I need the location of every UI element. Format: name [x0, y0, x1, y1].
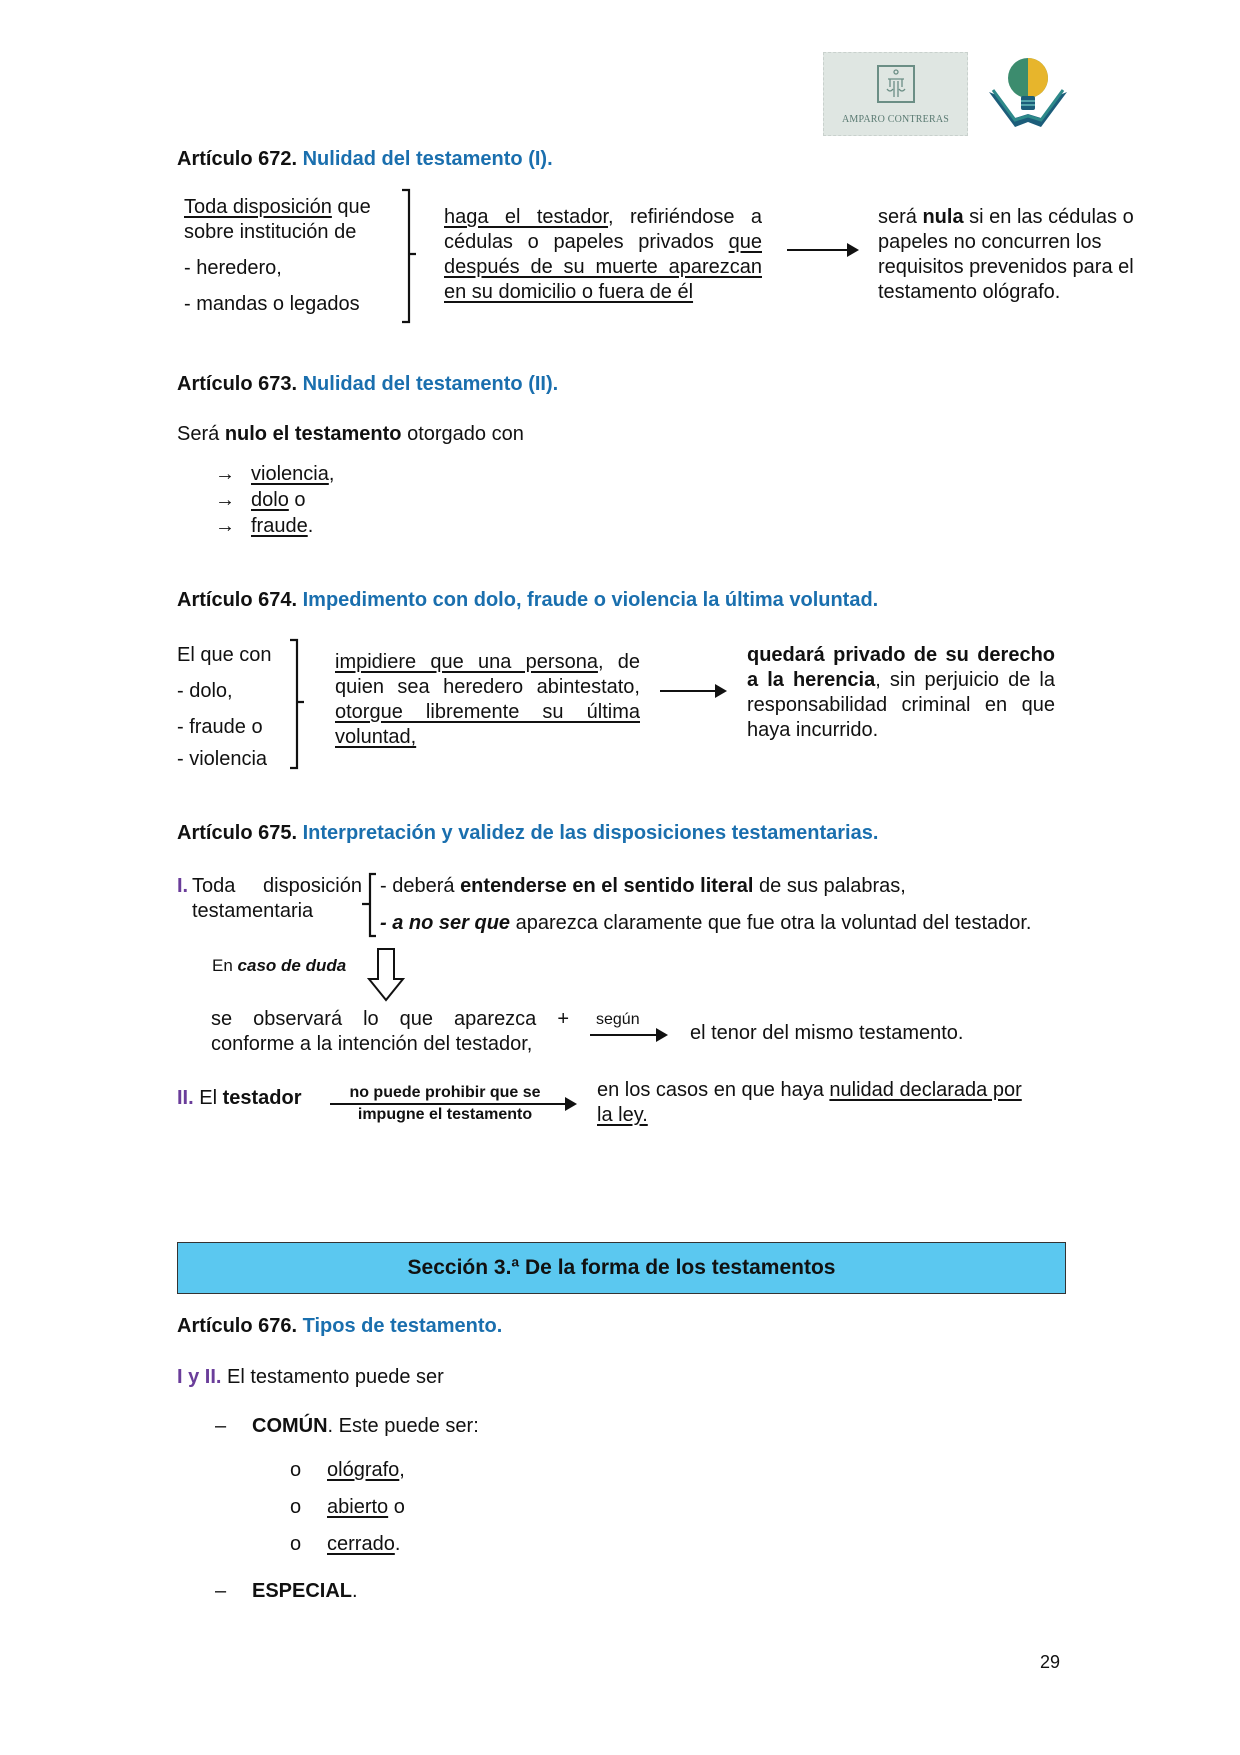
art673-intro: Será nulo el testamento otorgado con: [177, 423, 524, 445]
art674-right-block: quedará privado de su derecho a la herencia, sin perjuicio de la responsabilidad criminal en que haya incurrido.: [747, 644, 1055, 741]
art675-target: el tenor del mismo testamento.: [690, 1022, 964, 1044]
right-arrow-icon: [787, 249, 857, 251]
roman-numeral-label: II.: [177, 1087, 194, 1109]
right-arrow-icon: [660, 690, 725, 692]
right-arrow-icon: [590, 1034, 666, 1036]
article-676-heading: Artículo 676. Tipos de testamento.: [177, 1315, 503, 1337]
arrow-label-prohibit: no puede prohibir que se impugne el testamento: [349, 1084, 541, 1123]
dash-bullet: –: [215, 1415, 227, 1437]
arrow-icon: →: [215, 463, 235, 485]
roman-numeral-label: I y II.: [177, 1366, 222, 1388]
art674-left-block: El que con - dolo, - fraude o - violencia: [177, 644, 272, 770]
amparo-contreras-logo: [823, 52, 968, 136]
art672-middle-block: haga el testador, refiriéndose a cédulas o papeles privados que después de su muerte aparezcan en su domicilio o fuera de él: [444, 206, 762, 303]
list-item: → violencia,: [215, 463, 335, 485]
article-674-heading: Artículo 674. Impedimento con dolo, fraude o violencia la última voluntad.: [177, 589, 879, 611]
list-item-special: – ESPECIAL.: [215, 1580, 358, 1602]
art673-list: [215, 461, 334, 539]
art672-left-block: Toda disposición que sobre institución de - heredero, - mandas o legados: [184, 196, 371, 315]
list-item: → dolo o: [215, 489, 306, 511]
roman-numeral-label: I.: [177, 875, 189, 897]
list-item: o cerrado.: [290, 1526, 405, 1563]
art675-part2-target: en los casos en que haya nulidad declarada por la ley.: [597, 1079, 1022, 1126]
art675-part2-subject: II. El testador: [177, 1087, 302, 1109]
art675-result: se observará lo que aparezca + conforme a la intención del testador,: [211, 1008, 569, 1055]
list-item: o ológrafo,: [290, 1452, 405, 1489]
section-title: Sección 3.ª De la forma de los testamentos: [407, 1256, 836, 1279]
arrow-label-segun: según: [596, 1011, 640, 1028]
arrow-icon: →: [215, 489, 235, 511]
doubt-label: En caso de duda: [212, 956, 347, 975]
art675-branch2: - a no ser que aparezca claramente que fue otra la voluntad del testador.: [380, 912, 1032, 934]
circle-bullet: o: [290, 1459, 302, 1481]
right-brace-icon: [400, 188, 422, 324]
right-arrow-icon: [330, 1103, 575, 1105]
circle-bullet: o: [290, 1533, 302, 1555]
art674-middle-block: impidiere que una persona, de quien sea heredero abintestato, otorgue libremente su última voluntad,: [335, 651, 640, 748]
list-item: o abierto o: [290, 1489, 405, 1526]
circle-bullet: o: [290, 1496, 302, 1518]
logo-text: AMPARO CONTRERAS: [841, 114, 950, 125]
art672-right-block: será nula si en las cédulas o papeles no concurren los requisitos prevenidos para el testamento ológrafo.: [878, 206, 1134, 303]
art675-part1-subject: [177, 874, 188, 899]
section-banner: [177, 1242, 1066, 1294]
common-subtypes-list: [290, 1452, 405, 1563]
list-item: → fraude.: [215, 515, 314, 537]
left-brace-icon: [358, 872, 380, 938]
lightbulb-brain-book-icon: [985, 52, 1071, 132]
art675-branch1: - deberá entenderse en el sentido literal de sus palabras,: [380, 875, 906, 897]
art676-intro: I y II. El testamento puede ser: [177, 1366, 444, 1388]
down-arrow-icon: [366, 947, 406, 1003]
right-brace-icon: [288, 638, 310, 770]
article-675-heading: Artículo 675. Interpretación y validez de las disposiciones testamentarias.: [177, 822, 879, 844]
arrow-icon: →: [215, 515, 235, 537]
dash-bullet: –: [215, 1580, 227, 1602]
article-673-heading: Artículo 673. Nulidad del testamento (II).: [177, 373, 559, 395]
article-672-heading: Artículo 672. Nulidad del testamento (I).: [177, 148, 553, 170]
page-number: 29: [1040, 1652, 1061, 1672]
art675-subject-text: Toda disposición testamentaria: [192, 875, 362, 922]
list-item-common: – COMÚN. Este puede ser:: [215, 1415, 479, 1437]
scales-of-justice-icon: [877, 65, 915, 103]
